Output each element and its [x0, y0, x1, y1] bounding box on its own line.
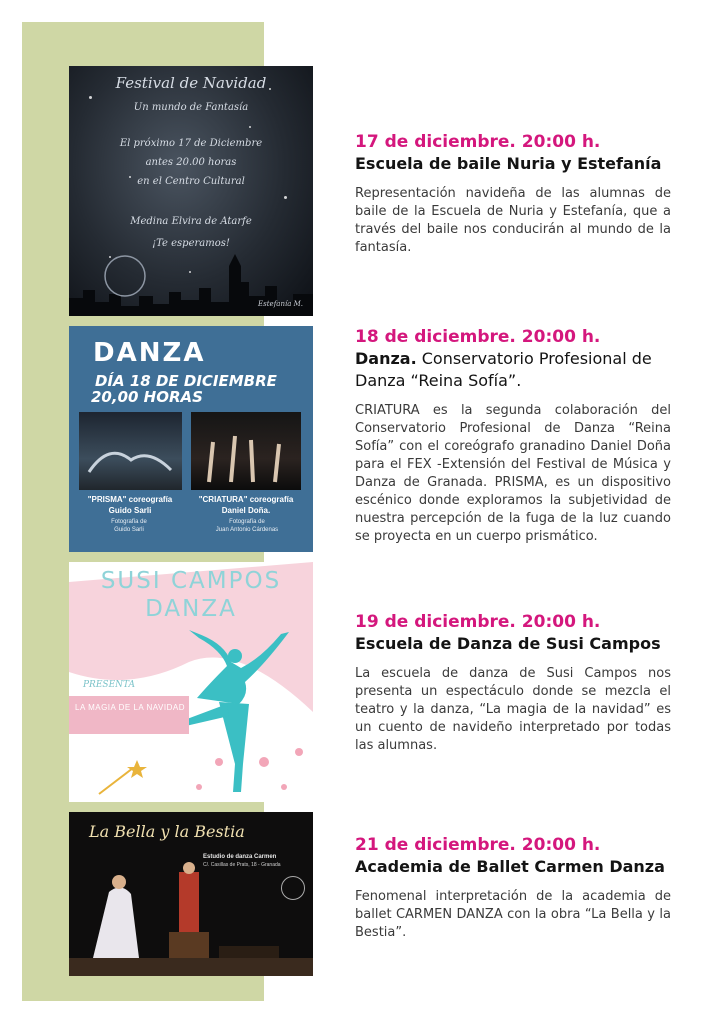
ornament-icon: [105, 256, 145, 296]
event-title-bold: Danza.: [355, 349, 417, 368]
event-date: 21 de diciembre. 20:00 h.: [355, 835, 601, 855]
poster-danza-conservatorio: [69, 326, 313, 552]
photo-criatura: [191, 412, 301, 490]
poster-bella-bestia: [69, 812, 313, 976]
poster1-title: Festival de Navidad: [115, 74, 267, 92]
event-19-dec: [355, 611, 671, 755]
credit-prisma: Fotografía de Guido Sarli: [111, 519, 147, 533]
poster2-day: DÍA 18 DE DICIEMBRE: [95, 372, 277, 390]
poster1-signature: Estefanía M.: [258, 300, 303, 308]
poster3-show: LA MAGIA DE LA NAVIDAD: [75, 703, 185, 712]
poster4-title: La Bella y la Bestia: [89, 822, 245, 841]
event-title: Escuela de baile Nuria y Estefanía: [355, 154, 662, 173]
poster-festival-navidad: [69, 66, 313, 316]
poster3-presenta: PRESENTA: [83, 680, 136, 690]
poster1-venue: Medina Elvira de Atarfe: [130, 216, 252, 227]
event-description: Fenomenal interpretación de la academia de ballet CARMEN DANZA con la obra “La Bella y la Bestia”.: [355, 889, 671, 940]
poster1-info: El próximo 17 de Diciembre antes 20.00 horas en el Centro Cultural: [119, 138, 263, 187]
caption-criatura: "CRIATURA" coreografía Daniel Doña.: [198, 495, 294, 515]
credit-criatura: Fotografía de Juan Antonio Cárdenas: [215, 519, 279, 533]
poster3-title-line1: SUSI CAMPOS: [100, 568, 282, 594]
event-title-rest: Conservatorio Profesional de Danza “Reina Sofía”.: [355, 349, 652, 390]
photo-prisma: [79, 412, 182, 490]
poster2-heading: DANZA: [93, 338, 206, 368]
event-date: 17 de diciembre. 20:00 h.: [355, 132, 601, 152]
event-title: Academia de Ballet Carmen Danza: [355, 857, 665, 876]
poster2-time: 20,00 HORAS: [91, 388, 203, 406]
stage-scene: [69, 862, 313, 976]
caption-prisma: "PRISMA" coreografía Guido Sarli: [87, 495, 173, 515]
event-description: CRIATURA es la segunda colaboración del Conservatorio Profesional de Danza “Reina Sofía” con el coreógrafo granadino Daniel Doña para el FEX -Extensión del Festival de Música y Danza de Granada. PRISMA, es un dispositivo escénico donde exploramos la subjetividad de nuestra percepción de la fuga de la luz cuando se proyecta en un cuerpo prismático.: [355, 403, 671, 544]
poster1-invite: ¡Te esperamos!: [152, 238, 230, 249]
event-date: 19 de diciembre. 20:00 h.: [355, 612, 601, 632]
event-description: La escuela de danza de Susi Campos nos presenta un espectáculo donde se mezcla el teatro y la danza, “La magia de la navidad” es un cuento de navideño interpretado por todas las alumnas.: [355, 666, 671, 753]
event-18-dec: [355, 326, 671, 546]
event-title: Escuela de Danza de Susi Campos: [355, 634, 661, 653]
event-date: 18 de diciembre. 20:00 h.: [355, 327, 601, 347]
magic-wand-icon: [93, 758, 153, 798]
event-21-dec: [355, 834, 671, 942]
poster4-studio: Estudio de danza Carmen: [203, 854, 277, 860]
poster1-subtitle: Un mundo de Fantasía: [133, 102, 249, 113]
event-description: Representación navideña de las alumnas de baile de la Escuela de Nuria y Estefanía, que a través del baile nos conducirán al mundo de la fantasía.: [355, 186, 671, 255]
studio-logo-icon: [281, 876, 305, 900]
event-title: [355, 348, 671, 392]
event-17-dec: [355, 131, 671, 257]
poster-susi-campos: [69, 562, 313, 802]
poster4-address: C/. Casillas de Prats, 18 - Granada: [203, 862, 281, 868]
poster3-title-line2: DANZA: [145, 596, 237, 622]
